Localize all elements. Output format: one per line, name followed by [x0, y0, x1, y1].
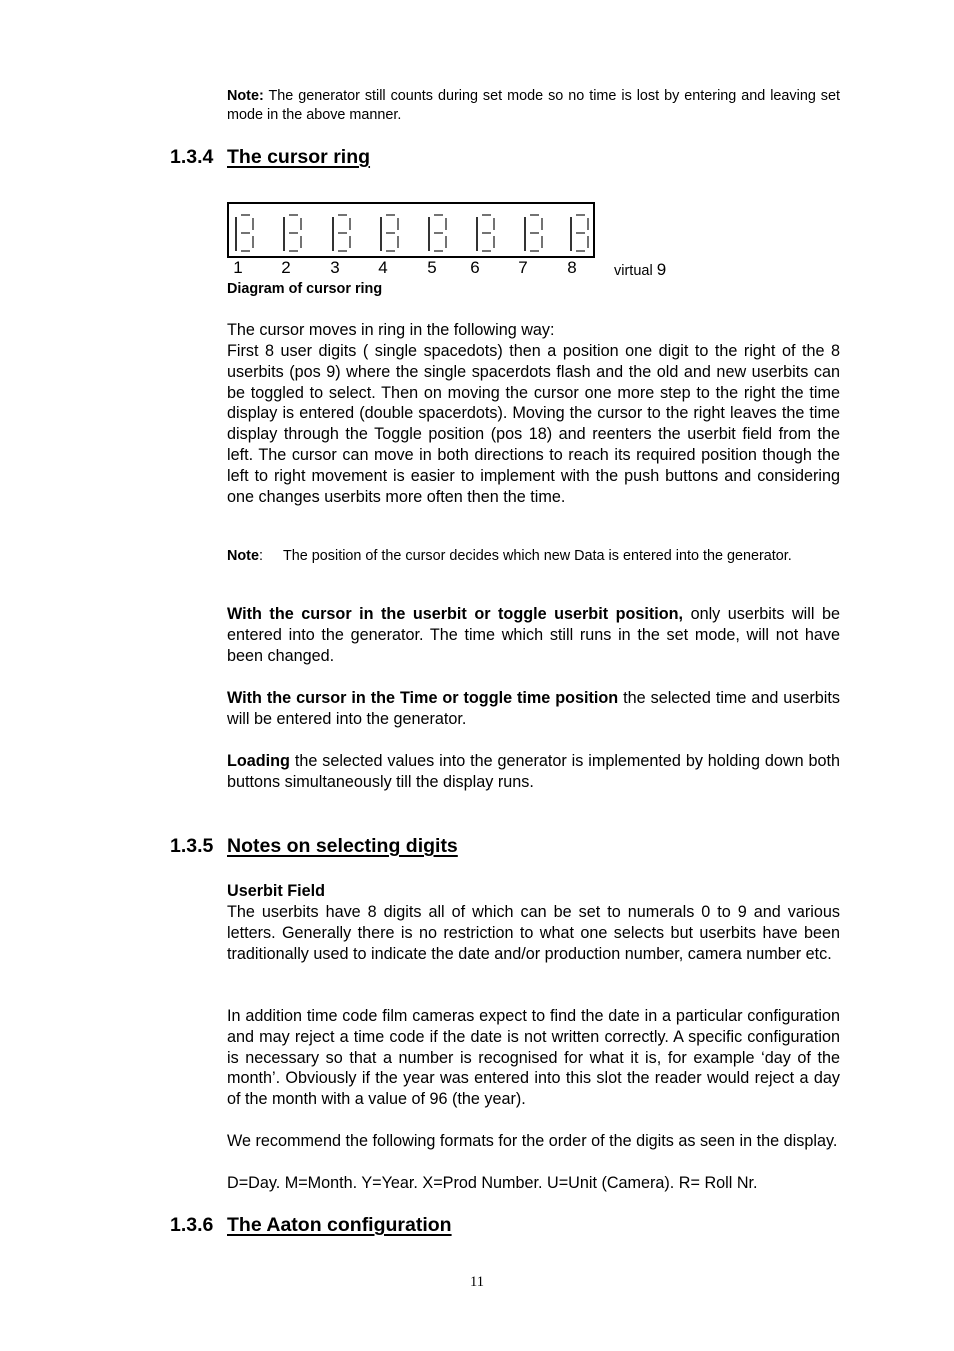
digit-number: 3	[330, 258, 340, 277]
para-time-text: the selected time and userbits will be entered into the generator.	[227, 689, 840, 728]
page-number: 11	[470, 1274, 484, 1290]
segment-digit	[234, 213, 256, 253]
diagram-caption: Diagram of cursor ring	[227, 281, 383, 297]
cursor-moves-body: First 8 user digits ( single spacedots) then a position one digit to the right of the 8 userbits (pos 9) where the single spacerdots flash and the old and new userbits can be toggled to select. Then on moving the cursor one more step to the right the time display is entered (double spacerdots). Moving the cursor to the right leaves the time display through the Toggle position (pos 18) and reenters the userbit field from the left. The cursor can move in both directions to reach its required position though the left to right movement is easier to implement with the push buttons and considering one changes userbits more often then the time.	[227, 342, 840, 506]
digit-number: 5	[427, 258, 437, 277]
userbit-field-text: The userbits have 8 digits all of which can be set to numerals 0 to 9 and various letters. Generally there is no restriction to what one selects but userbits have been traditionally used to indicate the date and/or production number, camera number etc.	[227, 903, 840, 963]
note-top-label: Note:	[227, 88, 264, 104]
digit-number: 4	[378, 258, 388, 277]
section-title: The Aaton configuration	[227, 1214, 452, 1236]
digit-number: 1	[233, 258, 243, 277]
para-userbit-bold: With the cursor in the userbit or toggle userbit position,	[227, 605, 684, 623]
digit-number: 7	[518, 258, 528, 277]
segment-digit	[569, 213, 591, 253]
section-title: Notes on selecting digits	[227, 835, 458, 857]
segment-digit	[331, 213, 353, 253]
para-loading	[227, 751, 840, 793]
segment-digit	[282, 213, 304, 253]
section-title: The cursor ring	[227, 146, 371, 168]
section-number: 1.3.6	[170, 1214, 214, 1236]
note-cursor-colon: :	[258, 548, 263, 564]
segment-digit	[379, 213, 401, 253]
para-userbit-position	[227, 604, 840, 666]
segment-digit	[523, 213, 545, 253]
virtual-position-label	[614, 259, 666, 282]
para-recommend: We recommend the following formats for the order of the digits as seen in the display.	[227, 1132, 838, 1150]
section-heading-1-3-6	[170, 1214, 452, 1237]
para-addition: In addition time code film cameras expect to find the date in a particular configuration and may reject a time code if the date is not written correctly. A specific configuration is necessary so that a number is recognised for what it is, for example ‘day of the month’. Obviously if the year was entered into this slot the reader would reject a day of the month with a value of 96 (the year).	[227, 1007, 840, 1109]
section-number: 1.3.5	[170, 835, 214, 857]
section-heading-1-3-4	[170, 146, 370, 169]
virtual-label: virtual	[614, 263, 653, 279]
para-userbit-text: only userbits will be entered into the generator. The time which still runs in the set mode, will not have been changed.	[227, 605, 840, 665]
segment-digit	[475, 213, 497, 253]
para-loading-bold: Loading	[227, 752, 290, 770]
cursor-ring-diagram	[227, 202, 595, 258]
format-legend: D=Day. M=Month. Y=Year. X=Prod Number. U=Unit (Camera). R= Roll Nr.	[227, 1174, 758, 1192]
para-time-position	[227, 688, 840, 730]
section-number: 1.3.4	[170, 146, 214, 168]
note-top-text: The generator still counts during set mode so no time is lost by entering and leaving set mode in the above manner.	[227, 88, 840, 124]
note-cursor-label-wrap	[227, 547, 263, 566]
cursor-moves-intro: The cursor moves in ring in the following way:	[227, 321, 555, 339]
digit-number: 6	[470, 258, 480, 277]
note-top	[227, 87, 840, 125]
virtual-number: 9	[656, 260, 667, 279]
section-heading-1-3-5	[170, 835, 458, 858]
digit-number: 8	[567, 258, 577, 277]
userbit-field-heading: Userbit Field	[227, 882, 326, 900]
segment-digit	[427, 213, 449, 253]
note-cursor-text: The position of the cursor decides which new Data is entered into the generator.	[283, 548, 792, 564]
digit-number: 2	[281, 258, 291, 277]
para-loading-text: the selected values into the generator is implemented by holding down both buttons simultaneously till the display runs.	[227, 752, 840, 791]
para-time-bold: With the cursor in the Time or toggle time position	[227, 689, 619, 707]
note-cursor-label: Note	[227, 548, 259, 564]
